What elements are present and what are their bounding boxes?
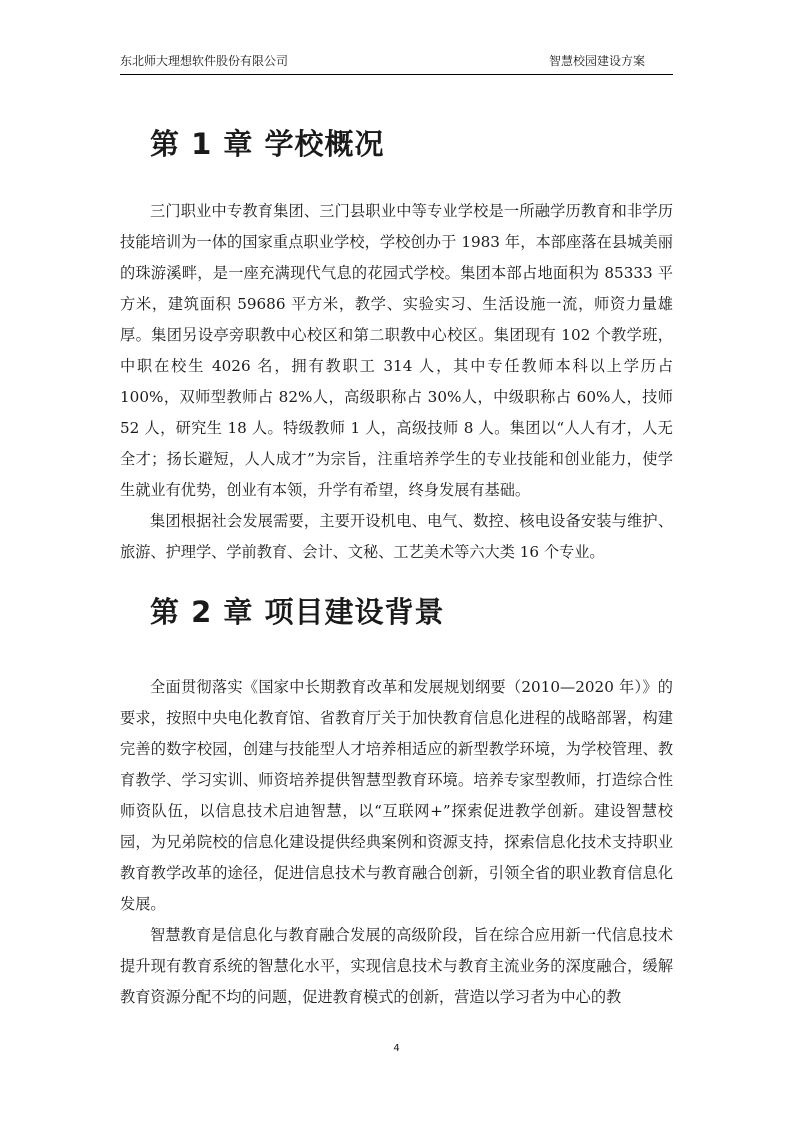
chapter-1-paragraph-1: 三门职业中专教育集团、三门县职业中等专业学校是一所融学历教育和非学历技能培训为一体的国家重点职业学校，学校创办于 1983 年，本部座落在县城美丽的珠游溪畔，是一座充满现代气息的花园式学校。集团本部占地面积为 85333 平方米，建筑面积 59686 平方米，教学、实验实习、生活设施一流，师资力量雄厚。集团另设亭旁职教中心校区和第二职教中心校区。集团现有 102 个教学班，中职在校生 4026 名，拥有教职工 314 人，其中专任教师本科以上学历占 100%，双师型教师占 82%人，高级职称占 30%人，中级职称占 60%人，技师 52 人，研究生 18 人。特级教师 1 人，高级技师 8 人。集团以“人人有才，人无全才；扬长避短，人人成才”为宗旨，注重培养学生的专业技能和创业能力，使学生就业有优势，创业有本领，升学有希望，终身发展有基础。 <box>120 202 673 499</box>
chapter-1-body <box>120 196 673 568</box>
chapter-2-body <box>120 672 673 1013</box>
chapter-1-paragraph-2: 集团根据社会发展需要，主要开设机电、电气、数控、核电设备安装与维护、旅游、护理学、学前教育、会计、文秘、工艺美术等六大类 16 个专业。 <box>120 512 673 561</box>
chapter-1-title: 第 1 章 学校概况 <box>150 127 385 161</box>
page-header <box>120 52 673 75</box>
chapter-2-paragraph-1: 全面贯彻落实《国家中长期教育改革和发展规划纲要（2010—2020 年）》的要求，按照中央电化教育馆、省教育厅关于加快教育信息化进程的战略部署，构建完善的数字校园，创建与技能型人才培养相适应的新型教学环境，为学校管理、教育教学、学习实训、师资培养提供智慧型教育环境。培养专家型教师，打造综合性师资队伍，以信息技术启迪智慧，以“互联网+”探索促进教学创新。建设智慧校园，为兄弟院校的信息化建设提供经典案例和资源支持，探索信息化技术支持职业教育教学改革的途径，促进信息技术与教育融合创新，引领全省的职业教育信息化发展。 <box>120 678 673 913</box>
page-number: 4 <box>393 1043 400 1054</box>
chapter-2-paragraph-2: 智慧教育是信息化与教育融合发展的高级阶段，旨在综合应用新一代信息技术提升现有教育系统的智慧化水平，实现信息技术与教育主流业务的深度融合，缓解教育资源分配不均的问题，促进教育模式的创新，营造以学习者为中心的教 <box>120 926 673 1006</box>
header-company: 东北师大理想软件股份有限公司 <box>120 54 289 68</box>
chapter-2-title: 第 2 章 项目建设背景 <box>150 595 445 629</box>
page-content <box>120 112 673 1013</box>
header-doc-title: 智慧校园建设方案 <box>548 54 645 68</box>
